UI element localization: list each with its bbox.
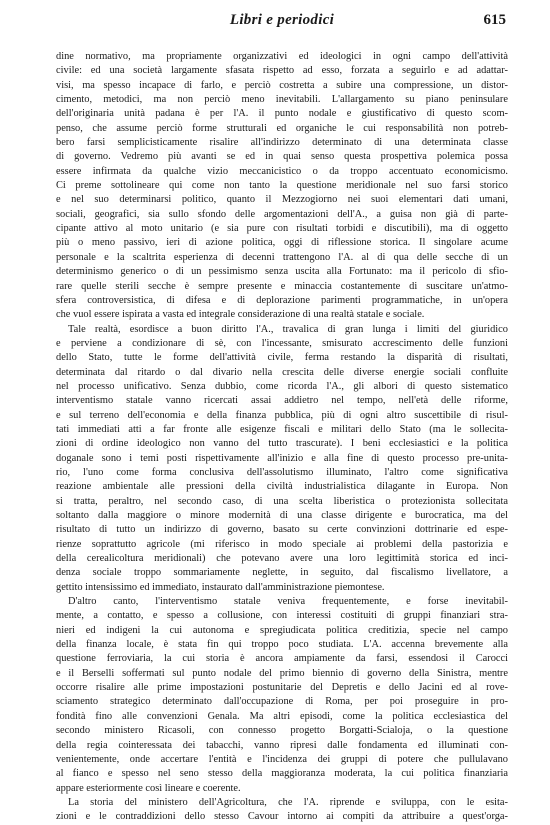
running-header bbox=[58, 12, 506, 38]
text-line: cipante attivo al moto unitario (e sia pure con risultati torbidi e discutibili), ma di oggetto bbox=[56, 223, 508, 235]
text-line: doganale sono i temi posti rispettivamente all'inizio e alla fine di questo processo pre-unita- bbox=[56, 452, 508, 464]
text-line: denza sociale troppo sommariamente neglette, in seguito, dal fiscalismo livellatore, a bbox=[56, 567, 508, 579]
text-line: si tratta, peraltro, nel secondo caso, di una scelta liberistica o protezionista sollecitata bbox=[56, 495, 508, 507]
text-line: essere infirmata da qualche vizio meccanicistico o da troppo accentuato economicismo. bbox=[56, 165, 508, 177]
text-line: della finanza locale, è stata fin qui troppo poco studiata. L'A. accenna brevemente alla bbox=[56, 639, 508, 651]
text-line: cimento, metodici, ma non perciò meno inevitabili. L'allargamento su piano peninsulare bbox=[56, 94, 508, 106]
text-line: di governo. Vedremo più avanti se ed in quai senso questa prospettiva polemica possa bbox=[56, 151, 508, 163]
page-number: 615 bbox=[483, 12, 506, 28]
text-line: e perviene a condizionare di sè, con l'incessante, smisurato accrescimento delle funzioni bbox=[56, 337, 508, 349]
text-line: soltanto dalla maggiore o minore modernità di una classe dirigente e burocratica, ma del bbox=[56, 510, 508, 521]
text-line: risultato di tutto un indirizzo di governo, basato su certe convinzioni dottrinarie ed espe- bbox=[56, 524, 508, 536]
text-line: determinismo generico o di un pessimismo senza uscita alla Fortunato: ma il pericolo di sfio- bbox=[56, 266, 508, 278]
text-line: della cerealicoltura meridionali) che potevano avere una loro legittimità storica ed inci- bbox=[56, 553, 508, 565]
section-title: Libri e periodici bbox=[229, 12, 335, 28]
text-line: mente, a contatto, e spesso a collusione, con interessi costituiti di gruppi finanziari stra- bbox=[56, 610, 508, 622]
text-line: nel processo unificativo. Senza dubbio, come ricorda l'A., gli albori di questo sistematico bbox=[56, 380, 508, 392]
text-line: dine normativo, ma propriamente organizzativi ed ideologici in ogni campo dell'attività bbox=[56, 51, 508, 62]
text-line: reazione ambientale alle pressioni della civiltà industrialistica dilagante in Europa. Non bbox=[56, 481, 508, 493]
text-line: D'altro canto, l'interventismo statale veniva frequentemente, e forse inevitabil- bbox=[68, 596, 508, 608]
text-line: determinata dal ritardo o dal divario nella crescita delle diverse energie sociali confluite bbox=[56, 366, 508, 378]
text-line: più o meno passivo, ieri di azione politica, oggi di riflessione storica. Il singolare acume bbox=[56, 237, 508, 249]
text-line: al fianco e spesso nel seno stesso della maggioranza moderata, la cui politica finanziaria bbox=[56, 768, 508, 780]
text-line: fondità fino alle convenzioni Genala. Ma altri episodi, come la politica ecclesiastica del bbox=[56, 710, 508, 722]
text-line: bero farsi semplicisticamente risalire all'indirizzo determinato di una determinata classe bbox=[56, 137, 508, 149]
text-line: gettito intensissimo ed immediato, instaurato dall'amministrazione piemontese. bbox=[56, 581, 385, 593]
text-line: tati immediati atti a far fronte alle esigenze fiscali e militari dello Stato (ma le sollecita- bbox=[56, 423, 508, 435]
text-line: visi, ma spesso incapace di farlo, e perciò costretta a subire una compressione, un distor- bbox=[56, 79, 508, 91]
text-line: zioni e le contraddizioni dello stesso Cavour intorno ai compiti da attribuire a quest'orga- bbox=[56, 811, 508, 823]
text-line: sfera controversistica, di difesa e di deplorazione parimenti programmatiche, in un'opera bbox=[56, 294, 508, 306]
text-line: e il Berselli soffermati sul punto nodale del primo biennio di governo della Sinistra, mentre bbox=[56, 667, 508, 679]
text-line: La storia del ministero dell'Agricoltura, che l'A. riprende e sviluppa, con le esita- bbox=[68, 796, 508, 808]
text-line: che vuol essere ispirata a vasta ed integrale considerazione di una realtà statale e sociale. bbox=[56, 309, 425, 321]
text-line: dello Stato, tutte le forme dell'attività civile, ferma restando la disparità di risultati, bbox=[56, 352, 508, 364]
text-line: sociali, geografici, sia sullo sfondo delle argomentazioni dell'A., a guisa non già di parte- bbox=[56, 208, 508, 220]
text-line: Tale realtà, esordisce a buon diritto l'A., travalica di gran lunga i limiti del giuridico bbox=[68, 323, 508, 335]
text-line: appare esteriormente così lineare e coerente. bbox=[56, 782, 241, 794]
text-line: questione ferroviaria, la cui storia è ancora ampiamente da farsi, essendosi il Carocci bbox=[56, 653, 508, 665]
text-line: venientemente, onde accertare l'entità e l'incidenza dei gruppi di potere che pullulavano bbox=[56, 753, 508, 765]
text-line: rare quelle sterili secche è sempre presente e minaccia costantemente di suscitare un'atmo- bbox=[56, 280, 508, 292]
text-line: della regia cointeressata dei tabacchi, vanno ripresi dalle fondamenta ed illuminati con- bbox=[56, 739, 508, 751]
text-line: secondo ministero Ricasoli, con connesso progetto Borgatti-Scialoja, o la questione bbox=[56, 725, 508, 737]
text-line: nieri ed indigeni la cui autonoma e spregiudicata politica creditizia, specie nel campo bbox=[56, 624, 508, 636]
text-line: dell'originaria unità padana è per l'A. il punto nodale e giustificativo di questo scom- bbox=[56, 108, 508, 120]
text-line: occorre risalire alle prime impostazioni postunitarie del Depretis e dello Jacini ed al rove- bbox=[56, 682, 508, 694]
text-line: sciamento strategico determinato dall'occupazione di Roma, per poi proseguire in pro- bbox=[56, 696, 508, 708]
text-line: e sul terreno dell'economia e della finanza pubblica, più di ogni altro suscettibile di risul- bbox=[56, 409, 508, 421]
text-line: e nel suo determinarsi politico, quanto il Mezzogiorno nei suoi elementari dati umani, bbox=[56, 194, 508, 206]
text-line: personale e la scaltrita esperienza di decenni trattengono l'A. al di qua delle secche di un bbox=[56, 251, 508, 263]
body-text bbox=[56, 50, 508, 825]
text-line: zioni di ordine ideologico non vanno del tutto trascurate). I beni ecclesiastici e la politica bbox=[56, 438, 508, 450]
text-line: rio, l'uno come forma conclusiva dell'assolutismo illuminato, l'altro come significativa bbox=[56, 466, 508, 478]
text-line: rienze soprattutto agricole (mi riferisco in modo speciale ai problemi della pastorizia e bbox=[56, 538, 508, 550]
text-line: interventismo statale vanno ricercati assai addietro nel tempo, nell'età delle riforme, bbox=[56, 395, 508, 407]
text-line: Ci preme sottolineare qui come non tanto la questione meridionale nel suo farsi storico bbox=[56, 180, 508, 192]
text-line: civile: ed una società largamente sfasata rispetto ad esso, forzata a seguirlo e ad adattar- bbox=[56, 65, 508, 77]
text-line: penso, che assume perciò forme strutturali ed organiche le cui responsabilità non potreb- bbox=[56, 122, 508, 134]
